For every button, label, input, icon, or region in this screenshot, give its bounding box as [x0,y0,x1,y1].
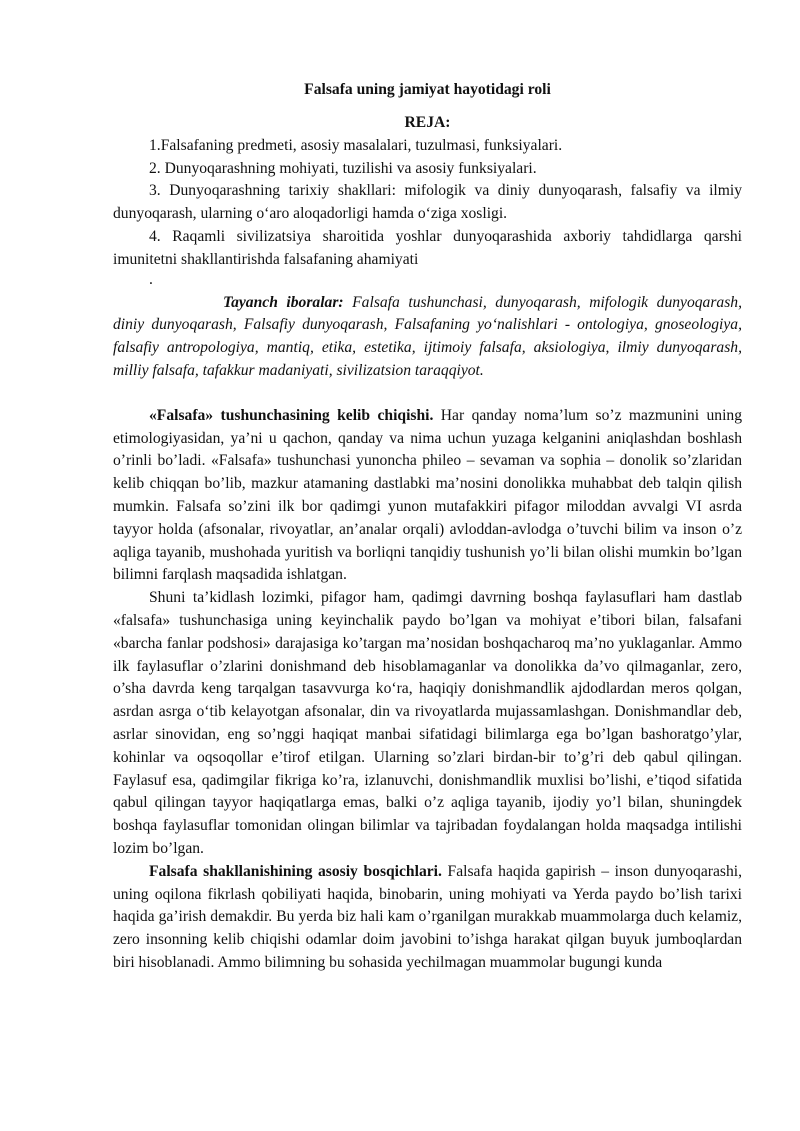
document-page [113,72,742,975]
plan-item-4: 4. Raqamli sivilizatsiya sharoitida yoshlar dunyoqarashida axboriy tahdidlarga qarshi imunitetni shakllantirishda falsafaning ahamiyati [113,227,742,268]
section2-heading: Falsafa shakllanishining asosiy bosqichlari. [149,862,442,880]
plan-heading: REJA: [404,114,451,131]
plan-item-2: 2. Dunyoqarashning mohiyati, tuzilishi va asosiy funksiyalari. [149,159,537,177]
plan-dot: . [149,270,153,288]
section1-heading: «Falsafa» tushunchasining kelib chiqishi. [149,406,434,424]
keywords-label: Tayanch iboralar: [223,293,344,311]
plan-list [113,135,742,272]
keywords-text: Falsafa tushunchasi, dunyoqarash, mifologik dunyoqarash, diniy dunyoqarash, Falsafiy dunyoqarash, Falsafaning yo‘nalishlari - ontologiya, gnoseologiya, falsafiy antropologiya, mantiq, etika, estetika, ijtimoiy falsafa, aksiologiya, ilmiy dunyoqarash, milliy falsafa, tafakkur madaniyati, sivilizatsion taraqqiyot. [113,293,742,379]
section1-text: Har qanday noma’lum so’z mazmunini uning etimologiyasidan, ya’ni u qachon, qanday va nima uchun yuzaga kelganini aniqlashdan boshlash o’rinli bo’ladi. «Falsafa» tushunchasi yunoncha phileo – sevaman va sophia – donolik so’zlaridan kelib chiqqan bo’lib, mazkur atamaning dastlabki ma’nosini donolikka muhabbat deb talqin qilish mumkin. Falsafa so’zini ilk bor qadimgi yunon mutafakkiri pifagor miloddan avvalgi VI asrda tayyor holda (afsonalar, rivoyatlar, an’analar orqali) avloddan-avlodga o’tuvchi bilim va inson o’z aqliga tayanib, mushohada yuritish va borliqni tanqidiy tushunish yo’li bilan olishi mumkin bo’lgan bilimni farqlash maqsadida ishlatgan. [113,406,742,584]
section1-paragraph [113,405,742,587]
plan-item-3: 3. Dunyoqarashning tarixiy shakllari: mifologik va diniy dunyoqarash, falsafiy va ilmiy dunyoqarash, ularning o‘aro aloqadorligi hamda o‘ziga xosligi. [113,182,742,223]
keywords-paragraph [113,292,742,383]
plan-item-1: 1.Falsafaning predmeti, asosiy masalalari, tuzulmasi, funksiyalari. [149,136,563,154]
section2-paragraph [113,861,742,975]
spacer [113,383,742,405]
section2-text: Falsafa haqida gapirish – inson dunyoqarashi, uning oqilona fikrlash qobiliyati haqida, binobarin, uning mohiyati va Yerda paydo bo’lish tarixi haqida ga’irish demakdir. Bu yerda biz hali kam o’rganilgan murakkab muammolarga duch kelamiz, zero insonning kelib chiqishi odamlar doim javobini to’ishga harakat qilgan buyuk jumboqlardan biri hisoblanadi. Ammo bilimning bu sohasida yechilmagan muammolar bugungi kunda [113,862,742,971]
document-title: Falsafa uning jamiyat hayotidagi roli [304,81,551,98]
paragraph-2: Shuni ta’kidlash lozimki, pifagor ham, qadimgi davrning boshqa faylasuflari ham dastlab «falsafa» tushunchasiga uning keyinchalik paydo bo’lgan va mohiyat e’tibori bilan, falsafani «barcha fanlar podshosi» darajasiga ko’targan ma’nosidan boshqacharoq ma’no yuklaganlar. Ammo ilk faylasuflar o’zlarini donishmand deb hisoblamaganlar va donolikka da’vo qilmaganlar, zero, o’sha davrda keng tarqalgan tasavvurga ko‘ra, haqiqiy donishmandlik ajdodlardan meros qolgan, asrdan asrga o‘tib kelayotgan afsonalar, din va rivoyatlarda mujassamlashgan. Donishmandlar deb, asrlar sinovidan, eng so’nggi haqiqat manbai sifatidagi bilimlarga ega bo’lgan bashoratgo’ylar, kohinlar va oqsoqollar e’tirof etilgan. Ularning so’zlari birdan-bir to’g’ri deb qabul qilingan. Faylasuf esa, qadimgilar fikriga ko’ra, izlanuvchi, donishmandlik muxlisi bo’lishi, e’tiqod sifatida qabul qilingan tayyor haqiqatlarga emas, balki o’z aqliga tayanib, ijodiy yo’l bilan, shuningdek boshqa faylasuflar tomonidan olingan bilimlar va tajribadan foydalangan holda maqsadga intilishi lozim bo’lgan. [113,589,742,857]
